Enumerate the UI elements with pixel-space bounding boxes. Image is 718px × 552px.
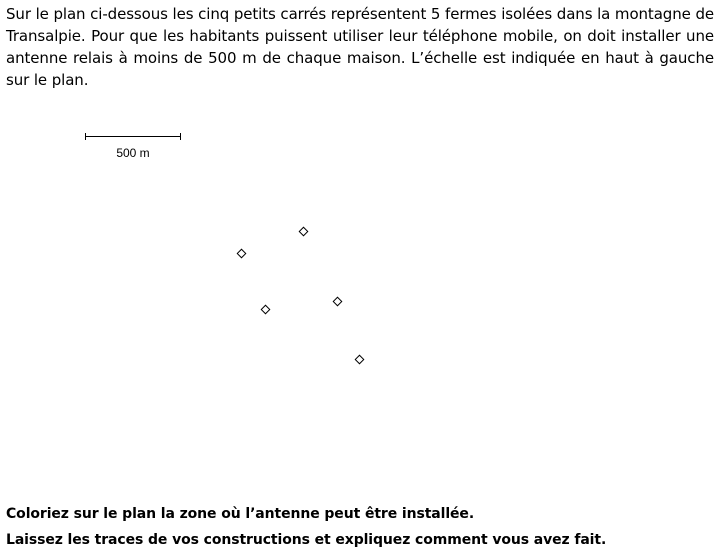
scale-line	[85, 136, 181, 137]
scale-bar	[85, 130, 181, 160]
farm-marker-2	[237, 249, 247, 259]
farm-marker-1	[299, 227, 309, 237]
farm-marker-4	[261, 305, 271, 315]
scale-tick-left	[85, 133, 86, 140]
instruction-color-zone: Coloriez sur le plan la zone où l’antenne peut être installée.	[6, 506, 475, 522]
scale-tick-right	[180, 133, 181, 140]
farm-marker-3	[333, 297, 343, 307]
instruction-explain: Laissez les traces de vos constructions et expliquez comment vous avez fait.	[6, 532, 607, 548]
scale-label: 500 m	[116, 146, 150, 160]
farm-marker-5	[355, 355, 365, 365]
problem-statement: Sur le plan ci-dessous les cinq petits carrés représentent 5 fermes isolées dans la montagne de Transalpie. Pour que les habitants puissent utiliser leur téléphone mobile, on doit installer une antenne relais à moins de 500 m de chaque maison. L’échelle est indiquée en haut à gauche sur le plan.	[6, 5, 714, 89]
